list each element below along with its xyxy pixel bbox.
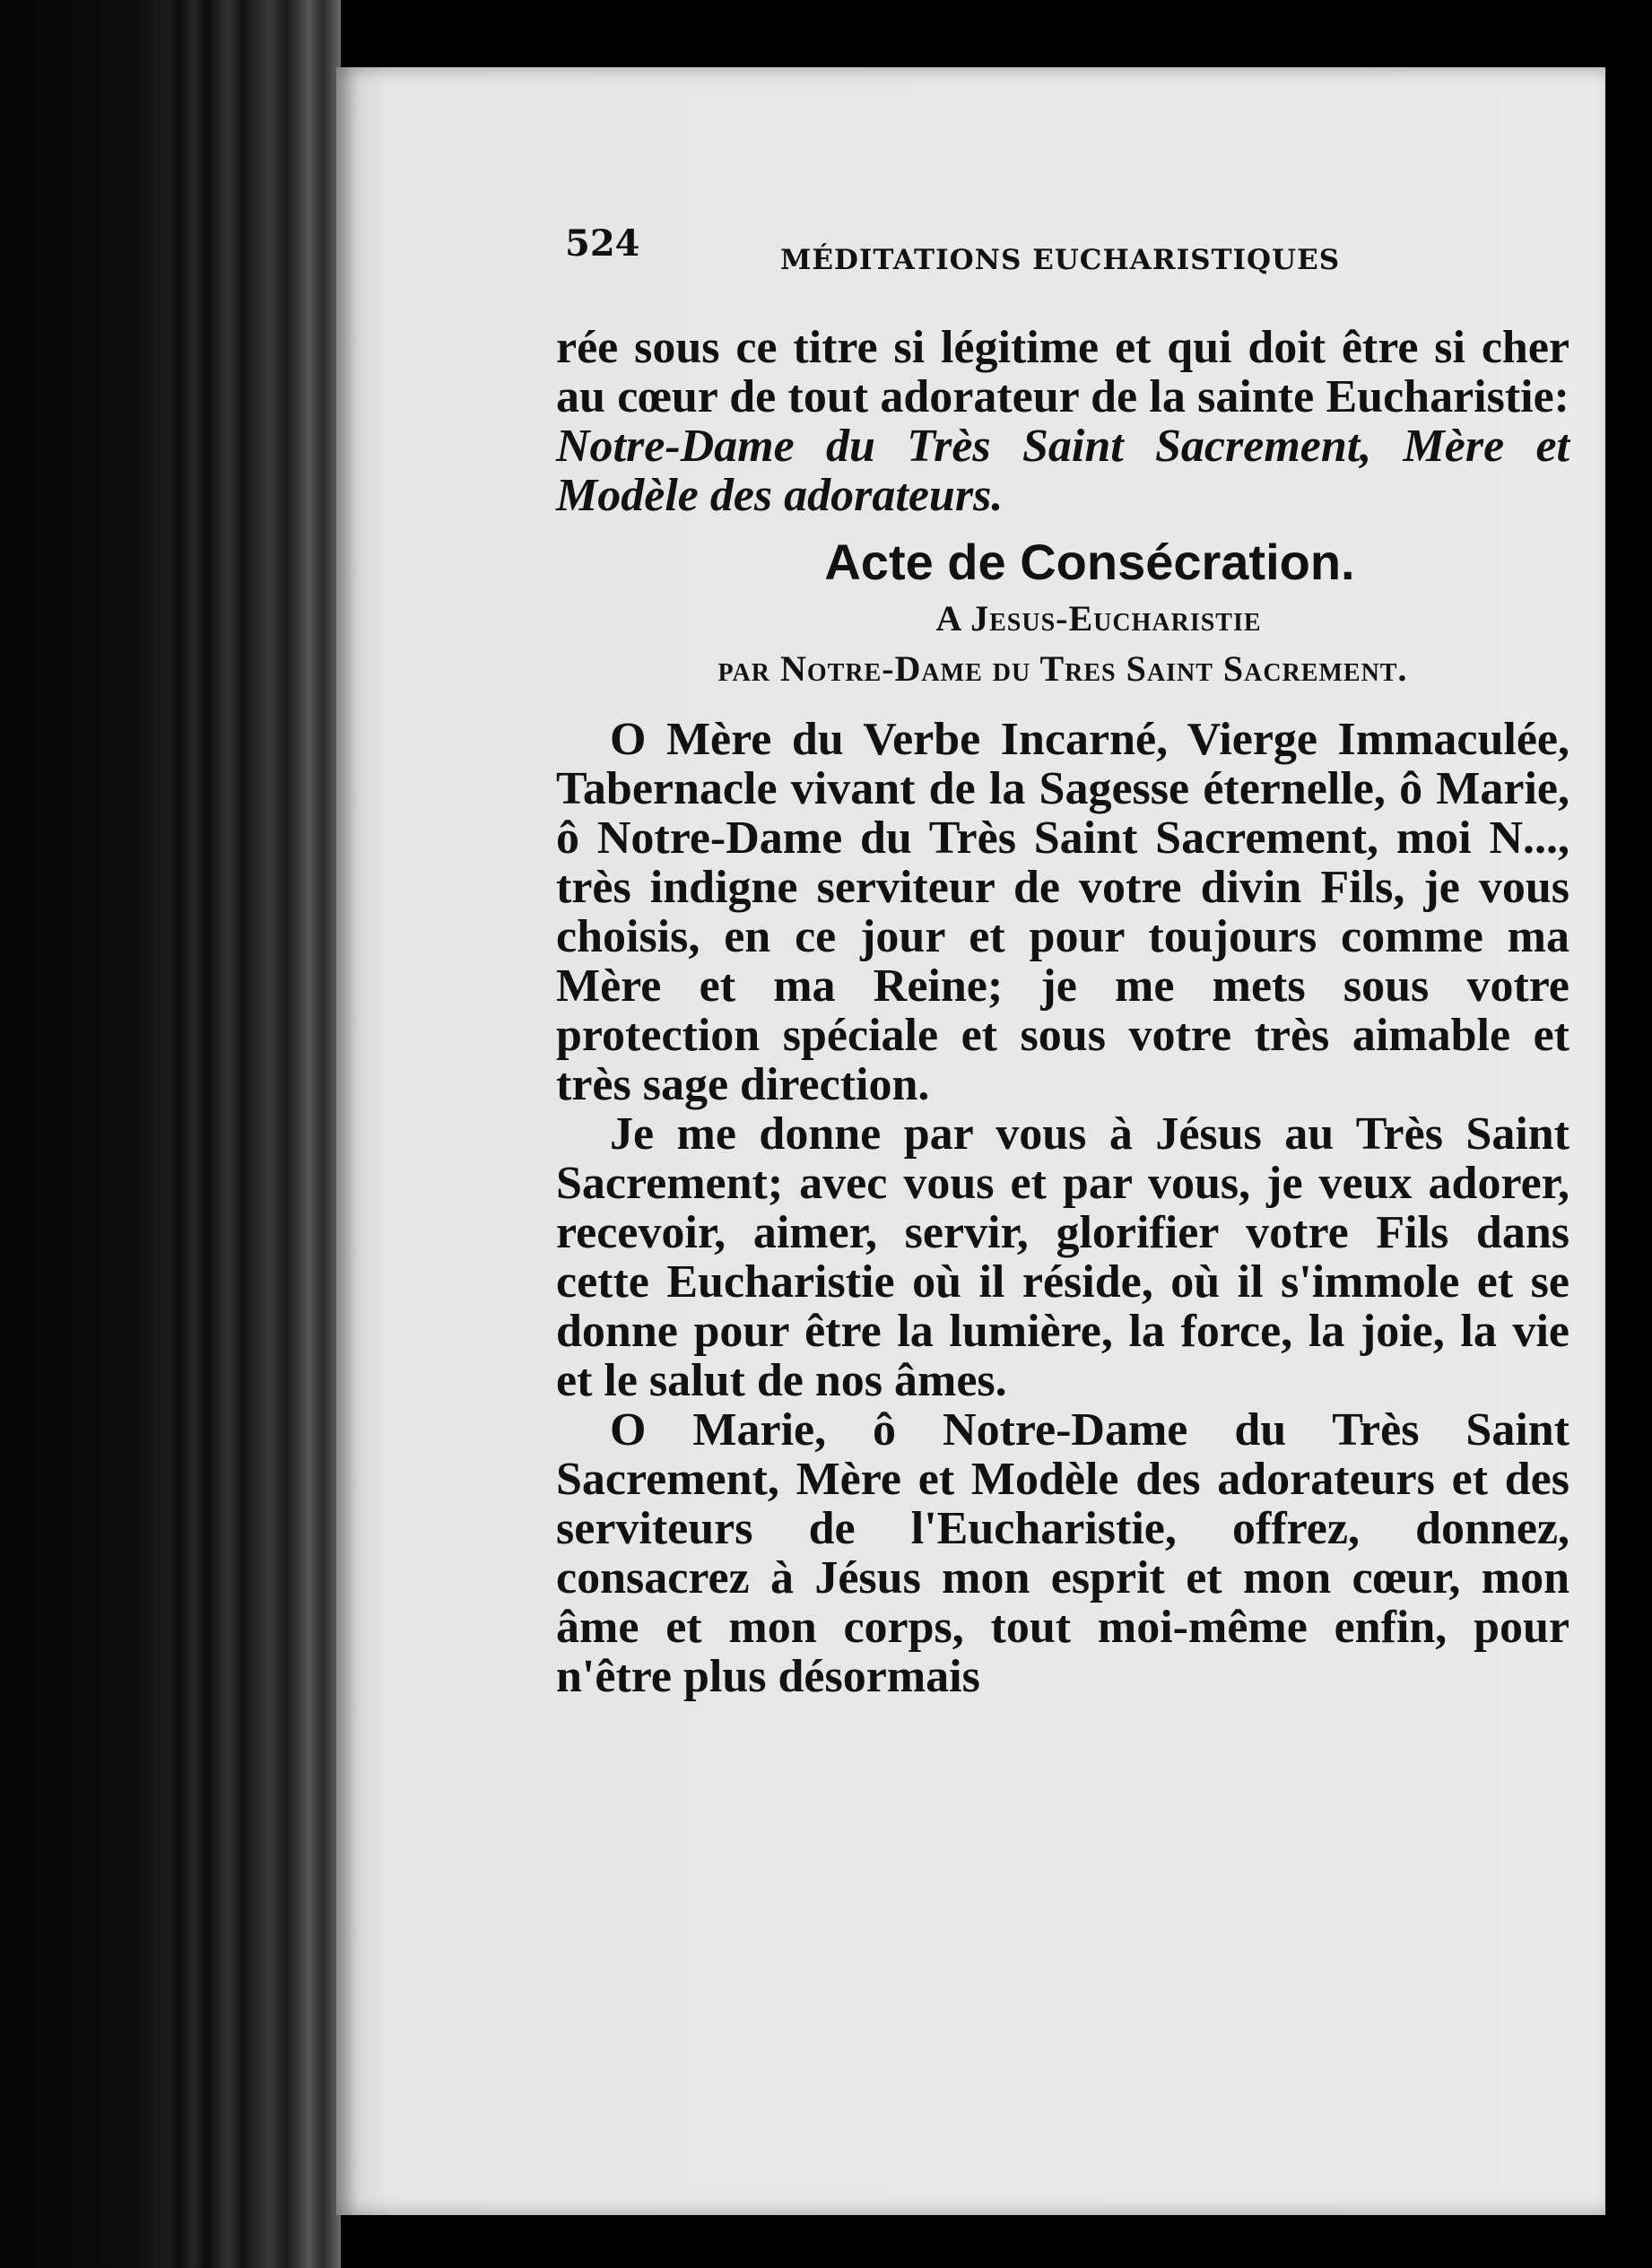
section-heading: Acte de Consécration. xyxy=(824,534,1355,590)
scan-border xyxy=(1605,54,1652,2224)
subheading-second: par Notre-Dame du Tres Saint Sacrement. xyxy=(717,648,1408,689)
paragraph-3: O Marie, ô Notre-Dame du Très Saint Sacrement, Mère et Modèle des adorateurs et des serviteurs de l'Eucharistie, offrez, donnez, consacrez à Jésus mon esprit et mon cœur, mon âme et mon corps, tout moi-même enfin, pour n'être plus désormais xyxy=(556,1404,1569,1702)
paragraph-1: O Mère du Verbe Incarné, Vierge Immaculée, Tabernacle vivant de la Sagesse éternelle, ô Marie, ô Notre-Dame du Très Saint Sacrement, moi N..., très indigne serviteur de votre divin Fils, je vous choisis, en ce jour et pour toujours comme ma Mère et ma Reine; je me mets sous votre protection spéciale et sous votre très aimable et très sage direction. xyxy=(556,714,1569,1110)
page-text xyxy=(556,323,1569,1701)
running-title: MÉDITATIONS EUCHARISTIQUES xyxy=(780,244,1341,276)
intro-text: rée sous ce titre si légitime et qui doit être si cher au cœur de tout adorateur de la sainte Eucharistie: xyxy=(556,322,1569,422)
page-number: 524 xyxy=(565,222,640,265)
subheading-first: A Jesus-Eucharistie xyxy=(935,598,1262,639)
paragraph-2: Je me donne par vous à Jésus au Très Saint Sacrement; avec vous et par vous, je veux adorer, recevoir, aimer, servir, glorifier votre Fils dans cette Eucharistie où il réside, où il s'immole et se donne pour être la lumière, la force, la joie, la vie et le salut de nos âmes. xyxy=(556,1108,1569,1406)
book-spine xyxy=(0,0,341,2268)
intro-paragraph xyxy=(556,323,1569,520)
intro-italic-text: Notre-Dame du Très Saint Sacrement, Mère et Modèle des adorateurs. xyxy=(556,421,1569,521)
